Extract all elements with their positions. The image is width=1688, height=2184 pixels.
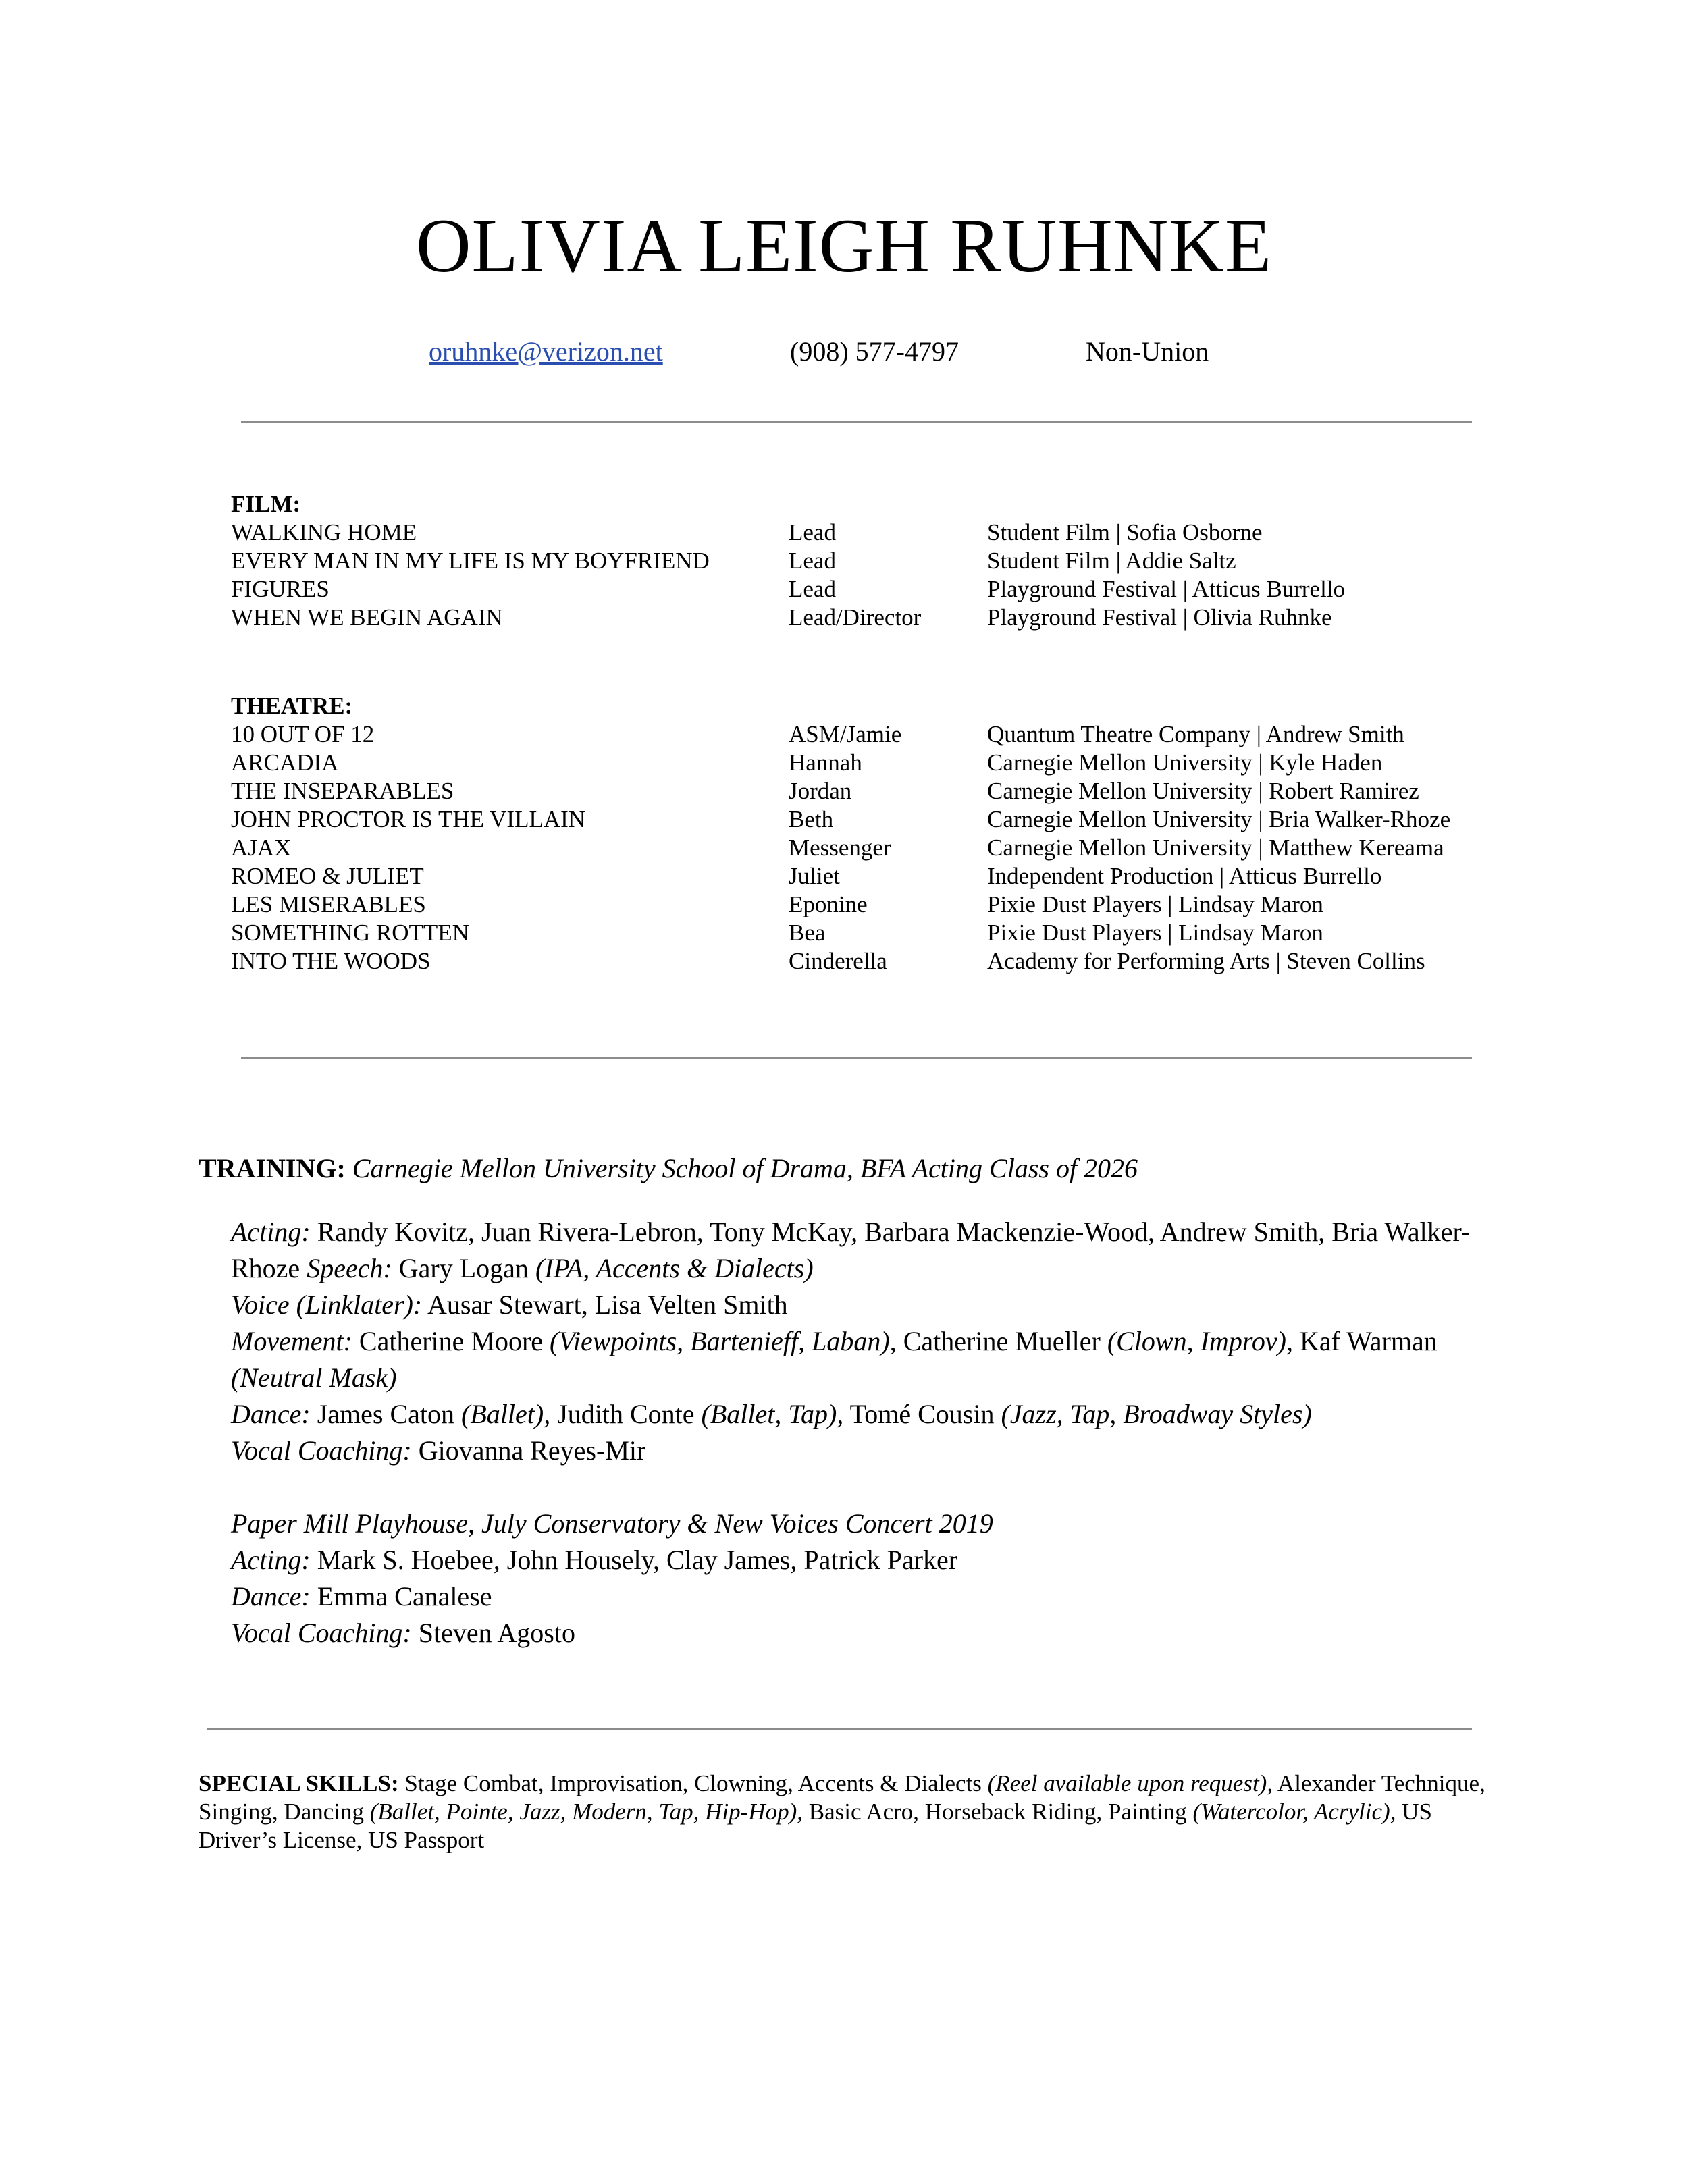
union-status: Non-Union [1086,336,1209,367]
theatre-credit-row [231,720,1500,749]
theatre-section [231,692,1500,976]
dance-note-3: (Jazz, Tap, Broadway Styles) [1001,1399,1312,1429]
phone-number: (908) 577-4797 [790,336,959,367]
credit-title: FIGURES [231,576,329,602]
credit-title: THE INSEPARABLES [231,778,454,804]
papermill-vocal-coach: Steven Agosto [418,1618,575,1648]
credit-title: JOHN PROCTOR IS THE VILLAIN [231,806,586,832]
papermill-dance [231,1578,1502,1615]
divider-credits [241,1057,1472,1059]
movement-note-3: (Neutral Mask) [231,1362,397,1393]
credit-role: Bea [789,920,826,946]
film-credit-row [231,547,1500,575]
film-credit-row [231,604,1500,632]
papermill-acting-teachers: Mark S. Hoebee, John Housely, Clay James, Patrick Parker [317,1545,958,1575]
credit-title: AJAX [231,834,292,861]
training-movement: Movement: Catherine Moore (Viewpoints, Bartenieff, Laban), Catherine Mueller (Clown, Improv), Kaf Warman (Neutral Mask) [231,1326,1438,1393]
training-cmu-program: Carnegie Mellon University School of Drama, BFA Acting Class of 2026 [352,1153,1138,1183]
credit-title: 10 OUT OF 12 [231,721,375,747]
training-acting-speech [231,1214,1502,1287]
credit-company: Academy for Performing Arts | Steven Collins [987,948,1425,974]
credit-role: Juliet [789,863,840,889]
training-cmu-details [231,1214,1502,1651]
credit-company: Carnegie Mellon University | Robert Ramirez [987,778,1419,804]
credit-company: Carnegie Mellon University | Bria Walker-Rhoze [987,806,1451,832]
credit-title: INTO THE WOODS [231,948,431,974]
film-credit-row [231,575,1500,604]
credit-role: Hannah [789,749,862,776]
voice-label: Voice (Linklater): [231,1289,423,1320]
acting-label: Acting: [231,1217,311,1247]
skills-heading: SPECIAL SKILLS: [199,1770,399,1796]
theatre-credit-row [231,947,1500,976]
speech-teacher: Gary Logan [398,1253,529,1283]
speech-label: Speech: [307,1253,392,1283]
theatre-credit-row [231,777,1500,805]
credit-role: Messenger [789,834,891,861]
papermill-vocal [231,1615,1502,1651]
movement-note-1: (Viewpoints, Bartenieff, Laban) [550,1326,890,1356]
credit-role: Lead [789,519,836,545]
credit-title: ARCADIA [231,749,339,776]
film-rows [231,518,1500,632]
training-dance [231,1396,1502,1433]
credit-title: ROMEO & JULIET [231,863,424,889]
credit-company: Student Film | Addie Saltz [987,548,1236,574]
dance-teacher-1: James Caton [317,1399,455,1429]
credit-company: Quantum Theatre Company | Andrew Smith [987,721,1404,747]
skills-text-4: US Driver’s License, US Passport [199,1799,1432,1853]
theatre-credit-row [231,749,1500,777]
dance-label: Dance: [231,1399,311,1429]
papermill-dance-teacher: Emma Canalese [317,1581,492,1612]
credit-company: Student Film | Sofia Osborne [987,519,1263,545]
dance-teacher-3: Tomé Cousin [849,1399,995,1429]
training-section [199,1150,1502,1651]
credit-company: Pixie Dust Players | Lindsay Maron [987,891,1323,917]
spacer [231,1469,1502,1506]
dance-note-2: (Ballet, Tap), [701,1399,844,1429]
credit-title: LES MISERABLES [231,891,426,917]
credit-company: Carnegie Mellon University | Kyle Haden [987,749,1383,776]
credit-company: Playground Festival | Atticus Burrello [987,576,1346,602]
theatre-rows [231,720,1500,976]
credit-role: Cinderella [789,948,887,974]
credit-title: WHEN WE BEGIN AGAIN [231,604,503,631]
papermill-acting-label: Acting: [231,1545,311,1575]
special-skills [199,1769,1502,1855]
speech-note: (IPA, Accents & Dialects) [535,1253,814,1283]
credit-role: ASM/Jamie [789,721,902,747]
papermill-acting [231,1542,1502,1578]
credit-title: WALKING HOME [231,519,417,545]
skills-text-3: Basic Acro, Horseback Riding, Painting [808,1799,1187,1825]
dance-teacher-2: Judith Conte [557,1399,695,1429]
movement-label: Movement: [231,1326,352,1356]
credit-role: Lead [789,576,836,602]
skills-text-1: Stage Combat, Improvisation, Clowning, Accents & Dialects [404,1770,982,1796]
acting-teachers: Randy Kovitz, Juan Rivera-Lebron, Tony McKay, Barbara Mackenzie-Wood, Andrew Smith, Bria Walker-Rhoze [231,1217,1471,1283]
vocal-coach: Giovanna Reyes-Mir [418,1435,646,1466]
training-papermill-program [231,1506,1502,1542]
theatre-heading: THEATRE: [231,693,353,719]
training-voice [231,1287,1502,1323]
film-heading: FILM: [231,491,301,517]
movement-note-2: (Clown, Improv), [1107,1326,1293,1356]
credit-company: Independent Production | Atticus Burrello [987,863,1382,889]
papermill-vocal-label: Vocal Coaching: [231,1618,412,1648]
credit-role: Jordan [789,778,852,804]
movement-teacher-2: Catherine Mueller [903,1326,1101,1356]
training-vocal [231,1433,1502,1469]
performer-name: OLIVIA LEIGH RUHNKE [415,204,1273,288]
credit-company: Carnegie Mellon University | Matthew Kereama [987,834,1444,861]
skills-note-1: (Reel available upon request), [987,1770,1273,1796]
film-credit-row [231,518,1500,547]
skills-note-3: (Watercolor, Acrylic), [1192,1799,1396,1825]
voice-teachers: Ausar Stewart, Lisa Velten Smith [427,1289,788,1320]
film-section [231,490,1500,632]
skills-text-2: Alexander Technique, Singing, Dancing [199,1770,1485,1825]
credit-role: Eponine [789,891,868,917]
credit-role: Lead [789,548,836,574]
divider-header [241,421,1472,423]
credit-company: Playground Festival | Olivia Ruhnke [987,604,1332,631]
theatre-credit-row [231,862,1500,890]
credit-role: Lead/Director [789,604,922,631]
movement-teacher-3: Kaf Warman [1299,1326,1438,1356]
training-header [199,1150,1502,1187]
credit-role: Beth [789,806,834,832]
papermill-program: Paper Mill Playhouse, July Conservatory & New Voices Concert 2019 [231,1508,993,1539]
dance-note-1: (Ballet), [461,1399,551,1429]
divider-training [207,1728,1472,1730]
email-link[interactable]: oruhnke@verizon.net [429,336,663,367]
papermill-dance-label: Dance: [231,1581,311,1612]
credit-title: EVERY MAN IN MY LIFE IS MY BOYFRIEND [231,548,710,574]
theatre-credit-row [231,890,1500,919]
credit-title: SOMETHING ROTTEN [231,920,469,946]
movement-teacher-1: Catherine Moore [359,1326,544,1356]
credit-company: Pixie Dust Players | Lindsay Maron [987,920,1323,946]
theatre-credit-row [231,805,1500,834]
theatre-credit-row [231,834,1500,862]
vocal-label: Vocal Coaching: [231,1435,412,1466]
theatre-credit-row [231,919,1500,947]
skills-note-2: (Ballet, Pointe, Jazz, Modern, Tap, Hip-Hop), [369,1799,803,1825]
training-heading: TRAINING: [199,1153,346,1183]
